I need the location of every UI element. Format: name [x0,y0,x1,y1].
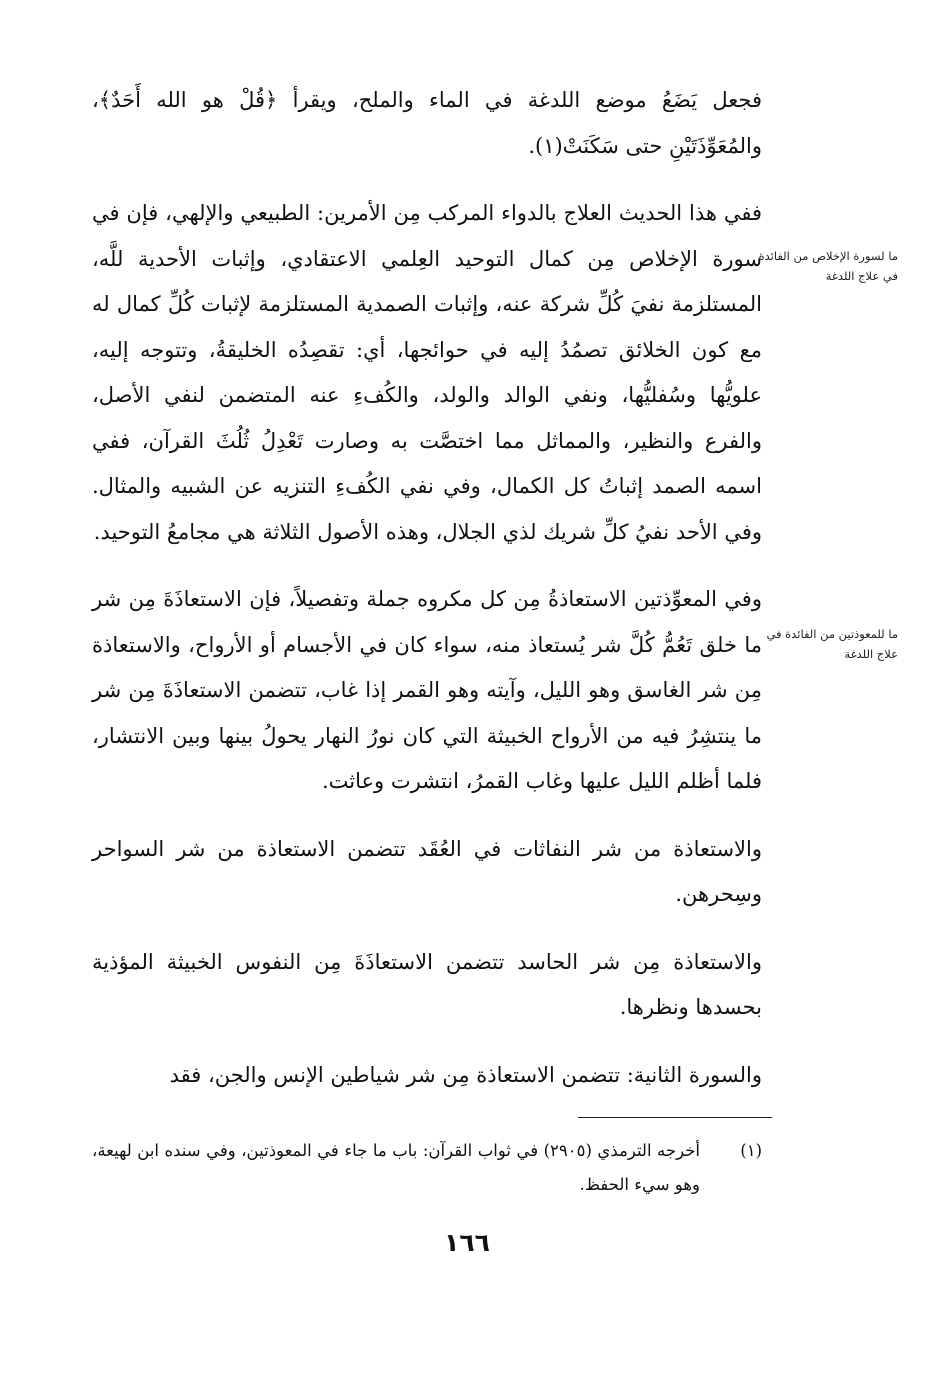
page-number: ١٦٦ [444,1228,490,1257]
paragraph-1: فجعل يَضَعُ موضع اللدغة في الماء والملح، ويقرأ ﴿قُلْ هو الله أَحَدٌ﴾، والمُعَوِّذَتَيْنِ حتى سَكَنَتْ(١). [92,88,762,158]
paragraph-2: ففي هذا الحديث العلاج بالدواء المركب مِن الأمرين: الطبيعي والإلهي، فإن في سورة الإخلاص مِن كمال التوحيد العِلمي الاعتقادي، وإثبات الأحدية للَّه، المستلزمة نفيَ كُلِّ شركة عنه، وإثبات الصمدية المستلزمة لإثبات كُلِّ كمال له مع كون الخلائق تصمُدُ إليه في حوائجها، أي: تقصِدُه الخليقةُ، وتتوجه إليه، علويُّها وسُفليُّها، ونفي الوالد والولد، والكُفءِ عنه المتضمن لنفي الأصل، والفرع والنظير، والمماثل مما اختصَّت به وصارت تَعْدِلُ ثُلُثَ القرآن، ففي اسمه الصمد إثباتُ كل الكمال، وفي نفي الكُفءِ التنزيه عن الشبيه والمثال. وفي الأحد نفيُ كلِّ شريك لذي الجلال، وهذه الأصول الثلاثة هي مجامعُ التوحيد. [92,201,762,544]
paragraph-3: وفي المعوِّذتين الاستعاذةُ مِن كل مكروه جملة وتفصيلاً، فإن الاستعاذَةَ مِن شر ما خلق تَعُمُّ كُلَّ شر يُستعاذ منه، سواء كان في الأجسام أو الأرواح، والاستعاذة مِن شر الغاسق وهو الليل، وآيته وهو القمر إذا غاب، تتضمن الاستعاذَةَ مِن شر ما ينتشِرُ فيه من الأرواح الخبيثة التي كان نورُ النهار يحولُ بينها وبين الانتشار، فلما أظلم الليل عليها وغاب القمرُ، انتشرت وعاثت. [92,587,762,793]
main-text [92,78,762,1098]
footnote-text: أخرجه الترمذي (٢٩٠٥) في ثواب القرآن: باب ما جاء في المعوذتين، وفي سنده ابن لهيعة، وهو سيء الحفظ. [92,1141,700,1194]
paragraph-6: والسورة الثانية: تتضمن الاستعاذة مِن شر شياطين الإنس والجن، فقد [169,1062,762,1087]
paragraph-4: والاستعاذة من شر النفاثات في العُقَد تتضمن الاستعاذة من شر السواحر وسِحرهن. [92,836,762,906]
paragraph-5: والاستعاذة مِن شر الحاسد تتضمن الاستعاذَةَ مِن النفوس الخبيثة المؤذية بحسدها ونظرها. [92,949,762,1019]
footnote-divider [578,1117,772,1118]
margin-note-muawwidhatayn: ما للمعوذتين من الفائدة في علاج اللدغة [766,627,898,661]
footnote [92,1134,762,1202]
footnote-number: (١) [740,1141,762,1160]
margin-note-ikhlas: ما لسورة الإخلاص من الفائدة في علاج اللدغة [758,249,898,283]
